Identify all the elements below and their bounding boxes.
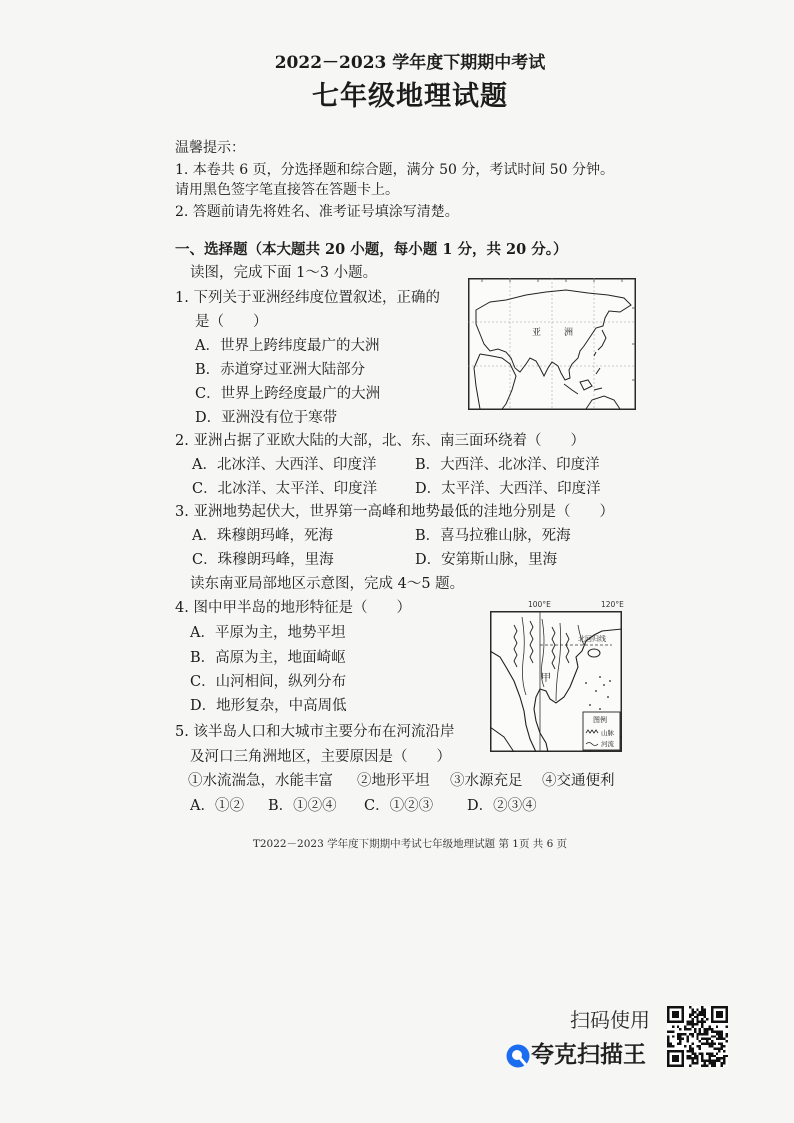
asia-map <box>468 278 636 410</box>
question-3-option-a: A．珠穆朗玛峰，死海 <box>192 528 333 544</box>
question-4-stem: 4. 图中甲半岛的地形特征是（ ） <box>175 600 411 616</box>
legend-river-label: 河流 <box>601 740 614 748</box>
quark-logo-icon <box>505 1043 531 1069</box>
peninsula-label: 甲 <box>541 673 551 684</box>
question-2-option-b: B．大西洋、北冰洋、印度洋 <box>415 457 600 473</box>
question-5-statement: ③水源充足 <box>450 773 523 789</box>
exam-title: 2022－2023 学年度下期期中考试 <box>274 53 546 73</box>
notice-line: 请用黑色签字笔直接答在答题卡上。 <box>175 182 399 198</box>
question-5-option-c: C．①②③ <box>364 798 434 814</box>
map-longitude-label: 120°E <box>601 600 624 609</box>
question-2-option-c: C．北冰洋、太平洋、印度洋 <box>192 481 378 497</box>
notice-line: 2. 答题前请先将姓名、准考证号填涂写清楚。 <box>175 204 459 220</box>
question-4-option-a: A．平原为主，地势平坦 <box>190 625 346 641</box>
question-1-option-b: B．赤道穿过亚洲大陆部分 <box>195 362 366 378</box>
question-3-option-d: D．安第斯山脉，里海 <box>415 552 558 568</box>
question-5-statement: ①水流湍急，水能丰富 <box>188 773 333 789</box>
question-4-option-d: D．地形复杂，中高周低 <box>190 698 347 714</box>
question-4-option-b: B．高原为主，地面崎岖 <box>190 650 346 666</box>
section-heading: 一、选择题（本大题共 20 小题，每小题 1 分，共 20 分。） <box>175 241 568 258</box>
question-3-stem: 3. 亚洲地势起伏大，世界第一高峰和地势最低的洼地分别是（ ） <box>175 504 614 520</box>
question-5-statement: ④交通便利 <box>542 773 615 789</box>
question-1-option-d: D．亚洲没有位于寒带 <box>195 410 338 426</box>
page-footer: T2022－2023 学年度下期期中考试七年级地理试题 第 1页 共 6 页 <box>252 838 568 850</box>
asia-map-label: 亚 <box>532 328 542 338</box>
section-intro: 读东南亚局部地区示意图，完成 4～5 题。 <box>190 576 465 592</box>
qr-code <box>667 1006 728 1067</box>
question-5-statement: ②地形平坦 <box>357 773 430 789</box>
southeast-asia-map <box>490 611 622 752</box>
question-1-stem-cont: 是（ ） <box>195 314 268 330</box>
map-legend <box>583 712 620 750</box>
notice-line: 1. 本卷共 6 页，分选择题和综合题，满分 50 分，考试时间 50 分钟。 <box>175 162 615 178</box>
question-3-option-b: B．喜马拉雅山脉，死海 <box>415 528 571 544</box>
legend-mountain-label: 山脉 <box>601 729 614 737</box>
question-5-stem-cont: 及河口三角洲地区，主要原因是（ ） <box>190 749 451 765</box>
question-4-option-c: C．山河相间，纵列分布 <box>190 674 347 690</box>
question-2-option-d: D．太平洋、大西洋、印度洋 <box>415 481 601 497</box>
asia-map-label: 洲 <box>564 328 574 338</box>
exam-subtitle: 七年级地理试题 <box>312 81 508 112</box>
question-1-option-c: C．世界上跨经度最广的大洲 <box>195 386 381 402</box>
watermark-scan-prompt: 扫码使用 <box>570 1008 650 1032</box>
question-5-option-a: A．①② <box>190 798 244 814</box>
tropic-label: 北回归线 <box>578 635 606 643</box>
legend-title: 图例 <box>593 716 607 724</box>
notice-heading: 温馨提示： <box>175 140 245 156</box>
question-5-option-b: B．①②④ <box>268 798 337 814</box>
section-intro: 读图，完成下面 1～3 小题。 <box>190 265 378 281</box>
question-5-stem: 5. 该半岛人口和大城市主要分布在河流沿岸 <box>175 724 455 740</box>
question-5-option-d: D．②③④ <box>467 798 537 814</box>
question-2-option-a: A．北冰洋、大西洋、印度洋 <box>192 457 377 473</box>
question-3-option-c: C．珠穆朗玛峰，里海 <box>192 552 334 568</box>
map-longitude-label: 100°E <box>528 600 551 609</box>
question-2-stem: 2. 亚洲占据了亚欧大陆的大部，北、东、南三面环绕着（ ） <box>175 433 585 449</box>
question-1-option-a: A．世界上跨纬度最广的大洲 <box>195 338 380 354</box>
question-1-stem: 1. 下列关于亚洲经纬度位置叙述，正确的 <box>175 290 440 306</box>
watermark-brand: 夸克扫描王 <box>531 1042 646 1068</box>
